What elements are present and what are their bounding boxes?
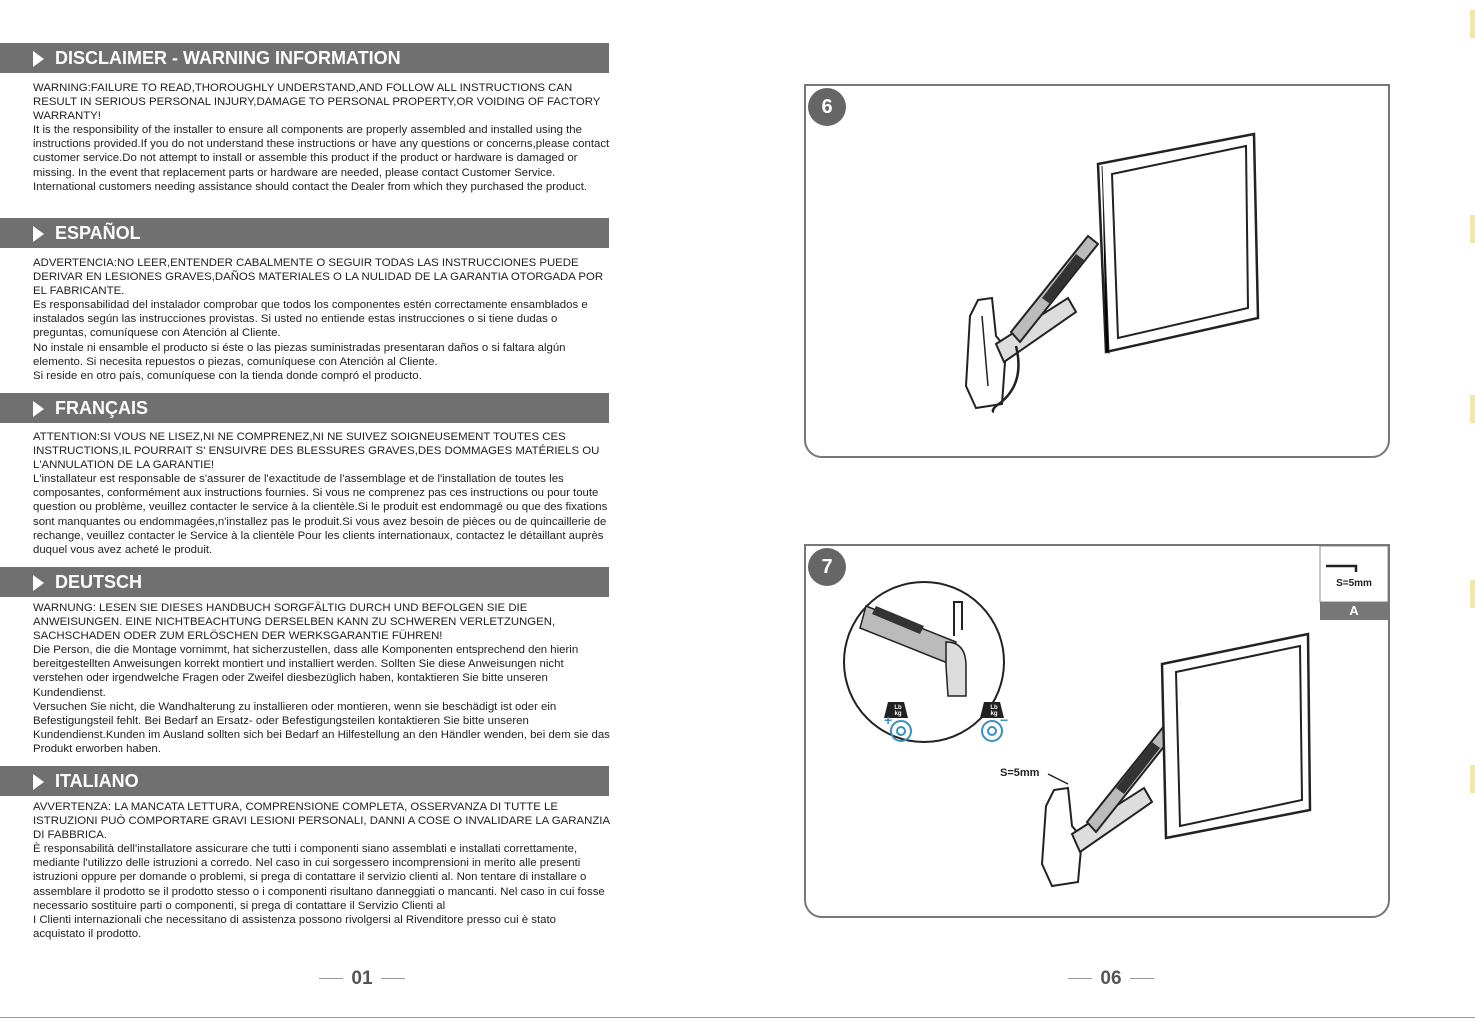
paragraph: WARNING:FAILURE TO READ,THOROUGHLY UNDERSTAND,AND FOLLOW ALL INSTRUCTIONS CAN RESULT IN SERIOUS PERSONAL INJURY,DAMAGE TO PERSONAL PROPERTY,OR VOIDING OF FACTORY WARRANTY! (33, 82, 601, 123)
monitor-arm-illustration (806, 86, 1388, 456)
triangle-icon (33, 774, 44, 790)
paragraph: Versuchen Sie nicht, die Wandhalterung zu installieren oder montieren, wenn sie beschädigt ist oder ein Befestigungsteil fehlt. Bei Bedarf an Ersatz- oder Befestigungsteilen kontaktieren Sie bitte unseren Kundendienst.Kunden im Ausland sollten sich bei Bedarf an Hilfestellung an den Händler wenden, bei dem sie das Produkt erworben haben. (33, 700, 610, 755)
section-title: DEUTSCH (55, 572, 143, 592)
triangle-icon (33, 575, 44, 591)
bottom-rule (0, 1017, 1475, 1018)
page-number-right: 06 (1051, 968, 1171, 990)
section-title: ITALIANO (55, 771, 139, 791)
section-body-espanol (33, 256, 611, 383)
section-title: DISCLAIMER - WARNING INFORMATION (55, 48, 401, 68)
left-page (0, 0, 612, 1021)
weight-icon: Lb kg (990, 705, 998, 717)
paragraph: È responsabilità dell'installatore assicurare che tutti i componenti siano assemblati e installati correttamente, mediante l'utilizzo delle istruzioni a corredo. Nel caso in cui sorgessero incomprensioni in merito alle presenti istruzioni oppure per domande o problemi, si prega di contattare il servizio clienti al. Non tentare di installare o assemblare il prodotto se il prodotto stesso o i componenti risultano danneggiati o mancanti. Nel caso in cui fosse necessario sostituire parti o componenti, si prega di contattare il Servizio Clienti al (33, 843, 605, 912)
paragraph: AVVERTENZA: LA MANCATA LETTURA, COMPRENSIONE COMPLETA, OSSERVANZA DI TUTTE LE ISTRUZIONI PUÒ COMPORTARE GRAVI LESIONI PERSONALI, DANNI A COSE O INVALIDARE LA GARANZIA DI FABBRICA. (33, 801, 610, 842)
tool-size-label: S=5mm (1336, 578, 1372, 589)
allen-key-callout: S=5mm (1000, 767, 1040, 779)
edge-mark (1470, 580, 1475, 608)
tension-adjust-illustration (806, 546, 1388, 916)
page-number-left: 01 (302, 968, 422, 990)
edge-mark (1470, 395, 1475, 423)
minus-rotate-icon: − (1000, 712, 1009, 728)
paragraph: ATTENTION:SI VOUS NE LISEZ,NI NE COMPRENEZ,NI NE SUIVEZ SOIGNEUSEMENT TOUTES CES INSTRUCTIONS,IL POURRAIT S' ENSUIVRE DES BLESSURES GRAVES,DES DOMMAGES MATÉRIELS OU L'ANNULATION DE LA GARANTIE! (33, 431, 600, 472)
section-header-francais (0, 393, 609, 423)
section-body-disclaimer (33, 81, 611, 194)
triangle-icon (33, 51, 44, 67)
triangle-icon (33, 226, 44, 242)
weight-icon: Lb kg (894, 705, 902, 717)
edge-mark (1470, 215, 1475, 243)
paragraph: Si reside en otro país, comuníquese con la tienda donde compró el producto. (33, 369, 422, 382)
plus-rotate-icon: + (884, 712, 893, 728)
section-body-francais (33, 430, 611, 557)
step-number-badge: 7 (808, 548, 846, 586)
paragraph: L'installateur est responsable de s'assurer de l'exactitude de l'assemblage et de l'installation de toutes les composantes, conformément aux instructions fournies. Si vous ne comprenez pas ces instructions ou pour toute question ou problème, veuillez contacter le service à la clientèle.Si le produit est endommagé ou que des fixations sont manquantes ou endommagées,n'installez pas le produit.Si vous avez besoin de pièces ou de quincaillerie de rechange, veuillez contacter le Service à la clientèle Pour les clients internationaux, contactez le détaillant auprès duquel vous avez acheté le produit. (33, 473, 608, 556)
step-number-badge: 6 (808, 88, 846, 126)
section-body-deutsch (33, 601, 611, 756)
section-title: ESPAÑOL (55, 223, 141, 243)
paragraph: Die Person, die die Montage vornimmt, hat sicherzustellen, dass alle Komponenten entsprechend den hierin bereitgestellten Anweisungen korrekt montiert und installiert werden. Sollten Sie diese Anweisungen nicht verstehen oder irgendwelche Fragen oder Zweifel diesbezüglich haben, kontaktieren Sie bitte unseren Kundendienst. (33, 644, 579, 699)
section-body-italiano (33, 800, 611, 941)
paragraph: No instale ni ensamble el producto si éste o las piezas suministradas presentaran daños o si faltara algún elemento. Si necesita repuestos o piezas, comuníquese con Atención al Cliente. (33, 341, 566, 368)
section-title: FRANÇAIS (55, 398, 148, 418)
section-header-italiano (0, 766, 609, 796)
edge-mark (1470, 765, 1475, 793)
paragraph: I Clienti internazionali che necessitano di assistenza possono rivolgersi al Rivenditore presso cui è stato acquistato il prodotto. (33, 913, 556, 940)
step-6-panel (804, 84, 1390, 458)
paragraph: It is the responsibility of the installer to ensure all components are properly assembled and installed using the instructions provided.If you do not understand these instructions or have any questions or concerns,please contact customer service.Do not attempt to install or assemble this product if the product or hardware is damaged or missing. In the event that replacement parts or hardware are needed, please contact Customer Service. International customers needing assistance should contact the Dealer from which they purchased the product. (33, 124, 610, 193)
step-7-panel (804, 544, 1390, 918)
paragraph: Es responsabilidad del instalador comprobar que todos los componentes estén correctamente ensamblados e instalados según las instrucciones provistas. Si usted no entiende estas instrucciones o si tiene dudas o preguntas, comuníquese con Atención al Cliente. (33, 299, 588, 340)
edge-mark (1470, 10, 1475, 38)
triangle-icon (33, 401, 44, 417)
section-header-disclaimer (0, 43, 609, 73)
paragraph: WARNUNG: LESEN SIE DIESES HANDBUCH SORGFÄLTIG DURCH UND BEFOLGEN SIE DIE ANWEISUNGEN. EINE NICHTBEACHTUNG DERSELBEN KANN ZU SCHWEREN VERLETZUNGEN, SACHSCHADEN ODER ZUM ERLÖSCHEN DER WERKSGARANTIE FÜHREN! (33, 602, 556, 643)
paragraph: ADVERTENCIA:NO LEER,ENTENDER CABALMENTE O SEGUIR TODAS LAS INSTRUCCIONES PUEDE DERIVAR EN LESIONES GRAVES,DAÑOS MATERIALES O LA NULIDAD DE LA GARANTIA OTORGADA POR EL FABRICANTE. (33, 257, 604, 298)
tool-letter-label: A (1349, 603, 1359, 618)
section-header-deutsch (0, 567, 609, 597)
section-header-espanol (0, 218, 609, 248)
